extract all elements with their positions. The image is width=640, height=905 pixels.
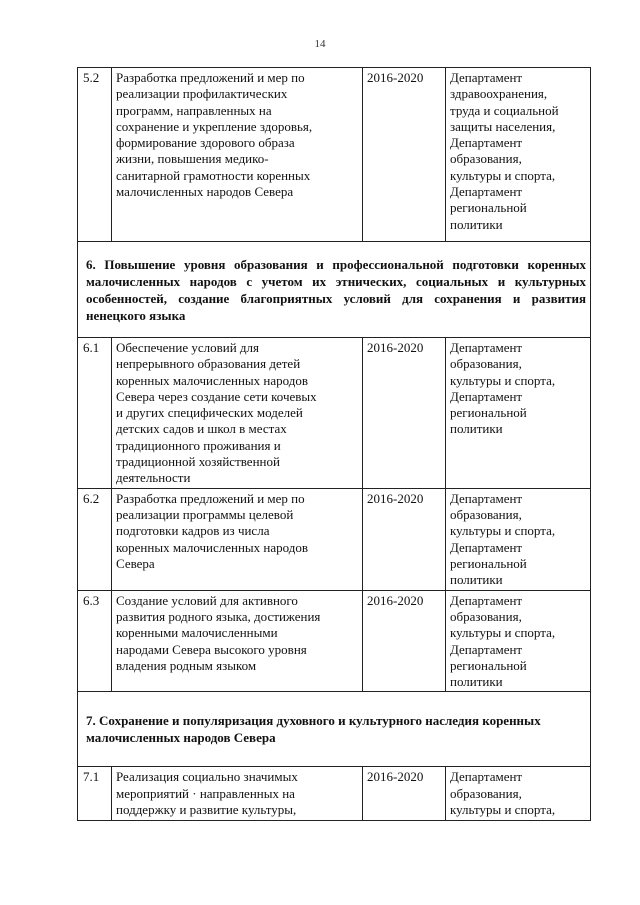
executor-line: культуры и спорта, (450, 167, 556, 183)
description-line: подготовки кадров из числа (116, 523, 270, 539)
description-line: программ, направленных на (116, 102, 272, 118)
description-line: сохранение и укрепление здоровья, (116, 118, 313, 134)
executor-line: образования, (450, 608, 522, 624)
executor-line: здравоохранения, (450, 86, 548, 102)
executor-line: труда и социальной (450, 102, 559, 118)
section-row (78, 692, 591, 767)
executor-line: образования, (450, 785, 522, 801)
description-line: мероприятий · направленных на (116, 785, 295, 801)
executor-line: культуры и спорта, (450, 802, 556, 818)
row-description (112, 767, 363, 821)
row-description (112, 590, 363, 692)
executor-line: Департамент (450, 539, 523, 555)
description-line: коренных малочисленных народов (116, 539, 309, 555)
row-period: 2016-2020 (363, 590, 446, 692)
row-executors (446, 338, 591, 489)
row-number: 6.1 (78, 338, 112, 489)
description-line: санитарной грамотности коренных (116, 167, 311, 183)
row-number: 5.2 (78, 68, 112, 242)
row-executors (446, 488, 591, 590)
program-table (77, 67, 591, 821)
executor-line: образования, (450, 506, 522, 522)
row-description (112, 338, 363, 489)
description-line: коренных малочисленных народов (116, 372, 309, 388)
executor-line: политики (450, 572, 503, 588)
description-line: поддержку и развитие культуры, (116, 802, 297, 818)
description-line: Разработка предложений и мер по (116, 70, 305, 85)
description-line: Обеспечение условий для (116, 340, 259, 355)
description-line: коренными малочисленными (116, 625, 278, 641)
executor-line: Департамент (450, 135, 523, 151)
description-line: традиционного проживания и (116, 437, 281, 453)
executor-line: Департамент (450, 592, 523, 608)
description-line: непрерывного образования детей (116, 356, 301, 372)
description-line: Разработка предложений и мер по (116, 490, 305, 506)
description-line: народами Севера высокого уровня (116, 641, 307, 657)
executor-line: культуры и спорта, (450, 523, 556, 539)
executor-line: образования, (450, 356, 522, 372)
page-number: 14 (314, 38, 326, 50)
table-row (78, 488, 591, 590)
section-heading: 7. Сохранение и популяризация духовного и культурного наследия коренных малочисленных народов Севера (78, 692, 591, 767)
description-line: детских садов и школ в местах (116, 421, 287, 437)
description-line: формирование здорового образа (116, 135, 295, 151)
executor-line: Департамент (450, 641, 523, 657)
row-period: 2016-2020 (363, 68, 446, 242)
description-line: Создание условий для активного (116, 592, 298, 608)
description-line: Севера через создание сети кочевых (116, 388, 317, 404)
row-executors (446, 68, 591, 242)
description-line: развития родного языка, достижения (116, 608, 321, 624)
table-row (78, 767, 591, 821)
executor-line: Департамент (450, 340, 523, 355)
row-number: 6.2 (78, 488, 112, 590)
executor-line: региональной (450, 657, 527, 673)
row-period: 2016-2020 (363, 488, 446, 590)
table-row (78, 68, 591, 242)
executor-line: Департамент (450, 70, 523, 85)
executor-line: культуры и спорта, (450, 372, 556, 388)
row-number: 6.3 (78, 590, 112, 692)
executor-line: региональной (450, 555, 527, 571)
section-heading: 6. Повышение уровня образования и профессиональной подготовки коренных малочисленных народов с учетом их этнических, социальных и культурных особенностей, создание благоприятных условий для сохранения и развития ненецкого языка (78, 242, 591, 338)
row-description (112, 488, 363, 590)
description-line: Севера (116, 555, 155, 571)
row-executors (446, 767, 591, 821)
executor-line: защиты населения, (450, 118, 556, 134)
description-line: реализации профилактических (116, 86, 288, 102)
row-executors (446, 590, 591, 692)
description-line: традиционной хозяйственной (116, 454, 280, 470)
executor-line: политики (450, 421, 503, 437)
executor-line: региональной (450, 200, 527, 216)
description-line: малочисленных народов Севера (116, 184, 294, 200)
row-description (112, 68, 363, 242)
executor-line: региональной (450, 405, 527, 421)
table-row (78, 338, 591, 489)
description-line: и других специфических моделей (116, 405, 303, 421)
description-line: Реализация социально значимых (116, 769, 298, 785)
executor-line: культуры и спорта, (450, 625, 556, 641)
executor-line: образования, (450, 151, 522, 167)
executor-line: политики (450, 216, 503, 232)
table-row (78, 590, 591, 692)
row-number: 7.1 (78, 767, 112, 821)
description-line: деятельности (116, 470, 191, 486)
section-row (78, 242, 591, 338)
executor-line: политики (450, 674, 503, 690)
description-line: реализации программы целевой (116, 506, 294, 522)
executor-line: Департамент (450, 388, 523, 404)
row-period: 2016-2020 (363, 767, 446, 821)
executor-line: Департамент (450, 490, 523, 506)
description-line: владения родным языком (116, 657, 257, 673)
executor-line: Департамент (450, 184, 523, 200)
description-line: жизни, повышения медико- (116, 151, 269, 167)
row-period: 2016-2020 (363, 338, 446, 489)
executor-line: Департамент (450, 769, 523, 785)
